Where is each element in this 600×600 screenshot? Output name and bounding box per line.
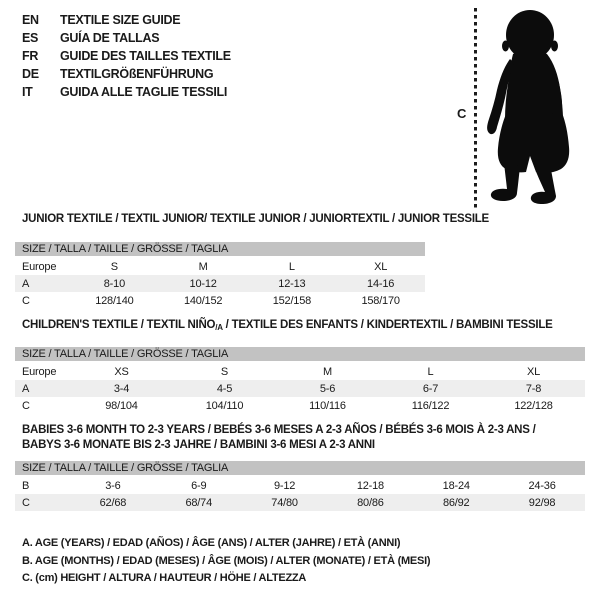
children-title-post: / TEXTILE DES ENFANTS / KINDERTEXTIL / BAMBINI TESSILE	[222, 319, 553, 331]
junior-section-title: JUNIOR TEXTILE / TEXTIL JUNIOR/ TEXTILE JUNIOR / JUNIORTEXTIL / JUNIOR TESSILE	[22, 213, 489, 225]
table-row	[15, 494, 585, 511]
language-code: ES	[22, 31, 39, 45]
table-row	[15, 477, 585, 494]
row-label-cell: B	[22, 479, 30, 492]
language-row-it	[22, 83, 231, 101]
size-cell: 110/116	[309, 399, 346, 412]
size-cell: L	[427, 365, 434, 378]
size-cell: 68/74	[185, 496, 212, 509]
footnote-b: B. AGE (MONTHS) / EDAD (MESES) / ÂGE (MOIS) / ALTER (MONATE) / ETÀ (MESI)	[22, 554, 431, 567]
size-cell: 86/92	[442, 496, 470, 509]
children-title-pre: CHILDREN'S TEXTILE / TEXTIL NIÑO	[22, 319, 216, 331]
language-row-es	[22, 29, 231, 47]
size-cell: 152/158	[272, 294, 312, 307]
language-title: TEXTILE SIZE GUIDE	[60, 13, 181, 27]
table-row	[15, 258, 425, 275]
language-code: IT	[22, 85, 33, 99]
size-cell: 7-8	[525, 382, 542, 395]
footnotes-block	[22, 535, 430, 588]
size-cell: 158/170	[361, 294, 400, 307]
size-cell: 10-12	[189, 277, 217, 290]
babies-size-table	[15, 477, 585, 511]
size-cell: 6-9	[191, 479, 207, 492]
size-cell: 3-6	[105, 479, 121, 492]
size-cell: L	[288, 260, 295, 273]
size-cell: 14-16	[367, 277, 395, 290]
row-label-cell: A	[22, 382, 30, 395]
babies-size-header-bar: SIZE / TALLA / TAILLE / GRÖSSE / TAGLIA	[15, 461, 585, 476]
table-row	[15, 292, 425, 309]
size-cell: 62/68	[99, 496, 127, 509]
footnote-a: A. AGE (YEARS) / EDAD (AÑOS) / ÂGE (ANS) / ALTER (JAHRE) / ETÀ (ANNI)	[22, 537, 401, 549]
children-size-table	[15, 363, 585, 414]
row-label-cell: C	[22, 294, 30, 307]
size-cell: 3-4	[113, 382, 130, 395]
size-cell: 140/152	[183, 294, 223, 307]
language-title: GUIDA ALLE TAGLIE TESSILI	[60, 85, 228, 99]
size-cell: XL	[526, 365, 541, 378]
language-code: FR	[22, 49, 39, 63]
size-cell: 5-6	[319, 382, 336, 395]
babies-title-line2: BABYS 3-6 MONATE BIS 2-3 JAHRE / BAMBINI 3-6 MESI A 2-3 ANNI	[22, 438, 375, 451]
junior-size-table	[15, 258, 425, 309]
size-cell: 24-36	[528, 479, 556, 492]
size-cell: 104/110	[205, 399, 244, 412]
size-cell: XS	[114, 365, 129, 378]
height-measure-label: C	[457, 106, 467, 121]
size-cell: 9-12	[273, 479, 296, 492]
size-cell: 8-10	[103, 277, 125, 290]
size-cell: S	[220, 365, 229, 378]
size-cell: 74/80	[271, 496, 298, 509]
babies-section-title	[22, 423, 567, 452]
size-cell: 18-24	[442, 479, 470, 492]
row-label-cell: Europe	[22, 365, 57, 378]
size-cell: 4-5	[216, 382, 233, 395]
size-cell: 92/98	[528, 496, 556, 509]
junior-size-header-bar: SIZE / TALLA / TAILLE / GRÖSSE / TAGLIA	[15, 242, 425, 257]
language-code: DE	[22, 67, 39, 81]
row-label-cell: C	[22, 496, 30, 509]
language-title: GUÍA DE TALLAS	[60, 31, 160, 45]
table-row	[15, 380, 585, 397]
footnote-c: C. (cm) HEIGHT / ALTURA / HAUTEUR / HÖHE / ALTEZZA	[22, 572, 307, 584]
size-cell: S	[110, 260, 118, 273]
table-row	[15, 363, 585, 380]
table-row	[15, 275, 425, 292]
row-label-cell: C	[22, 399, 30, 412]
table-row	[15, 397, 585, 414]
language-row-fr	[22, 47, 231, 65]
size-cell: 128/140	[95, 294, 134, 307]
size-cell: 12-13	[278, 277, 306, 290]
babies-title-line1: BABIES 3-6 MONTH TO 2-3 YEARS / BEBÉS 3-6 MESES A 2-3 AÑOS / BÉBÉS 3-6 MOIS À 2-3 ANS /	[22, 424, 536, 436]
row-label-cell: Europe	[22, 260, 57, 273]
size-cell: M	[323, 365, 332, 378]
children-size-header-bar: SIZE / TALLA / TAILLE / GRÖSSE / TAGLIA	[15, 347, 585, 362]
language-title: GUIDE DES TAILLES TEXTILE	[60, 49, 231, 63]
dashed-height-line	[474, 8, 477, 208]
toddler-silhouette-image	[479, 8, 591, 210]
size-cell: M	[198, 260, 208, 273]
language-title-block	[22, 11, 231, 101]
size-cell: 116/122	[411, 399, 450, 412]
language-code: EN	[22, 13, 39, 27]
size-cell: 6-7	[422, 382, 439, 395]
language-row-en	[22, 11, 231, 29]
children-title-subscript: /A	[215, 323, 223, 332]
size-cell: XL	[374, 260, 388, 273]
size-cell: 122/128	[514, 399, 553, 412]
language-title: TEXTILGRÖßENFÜHRUNG	[60, 67, 214, 81]
language-row-de	[22, 65, 231, 83]
row-label-cell: A	[22, 277, 30, 290]
size-cell: 80/86	[357, 496, 384, 509]
size-cell: 12-18	[356, 479, 384, 492]
children-section-title	[22, 319, 553, 332]
size-cell: 98/104	[105, 399, 138, 412]
